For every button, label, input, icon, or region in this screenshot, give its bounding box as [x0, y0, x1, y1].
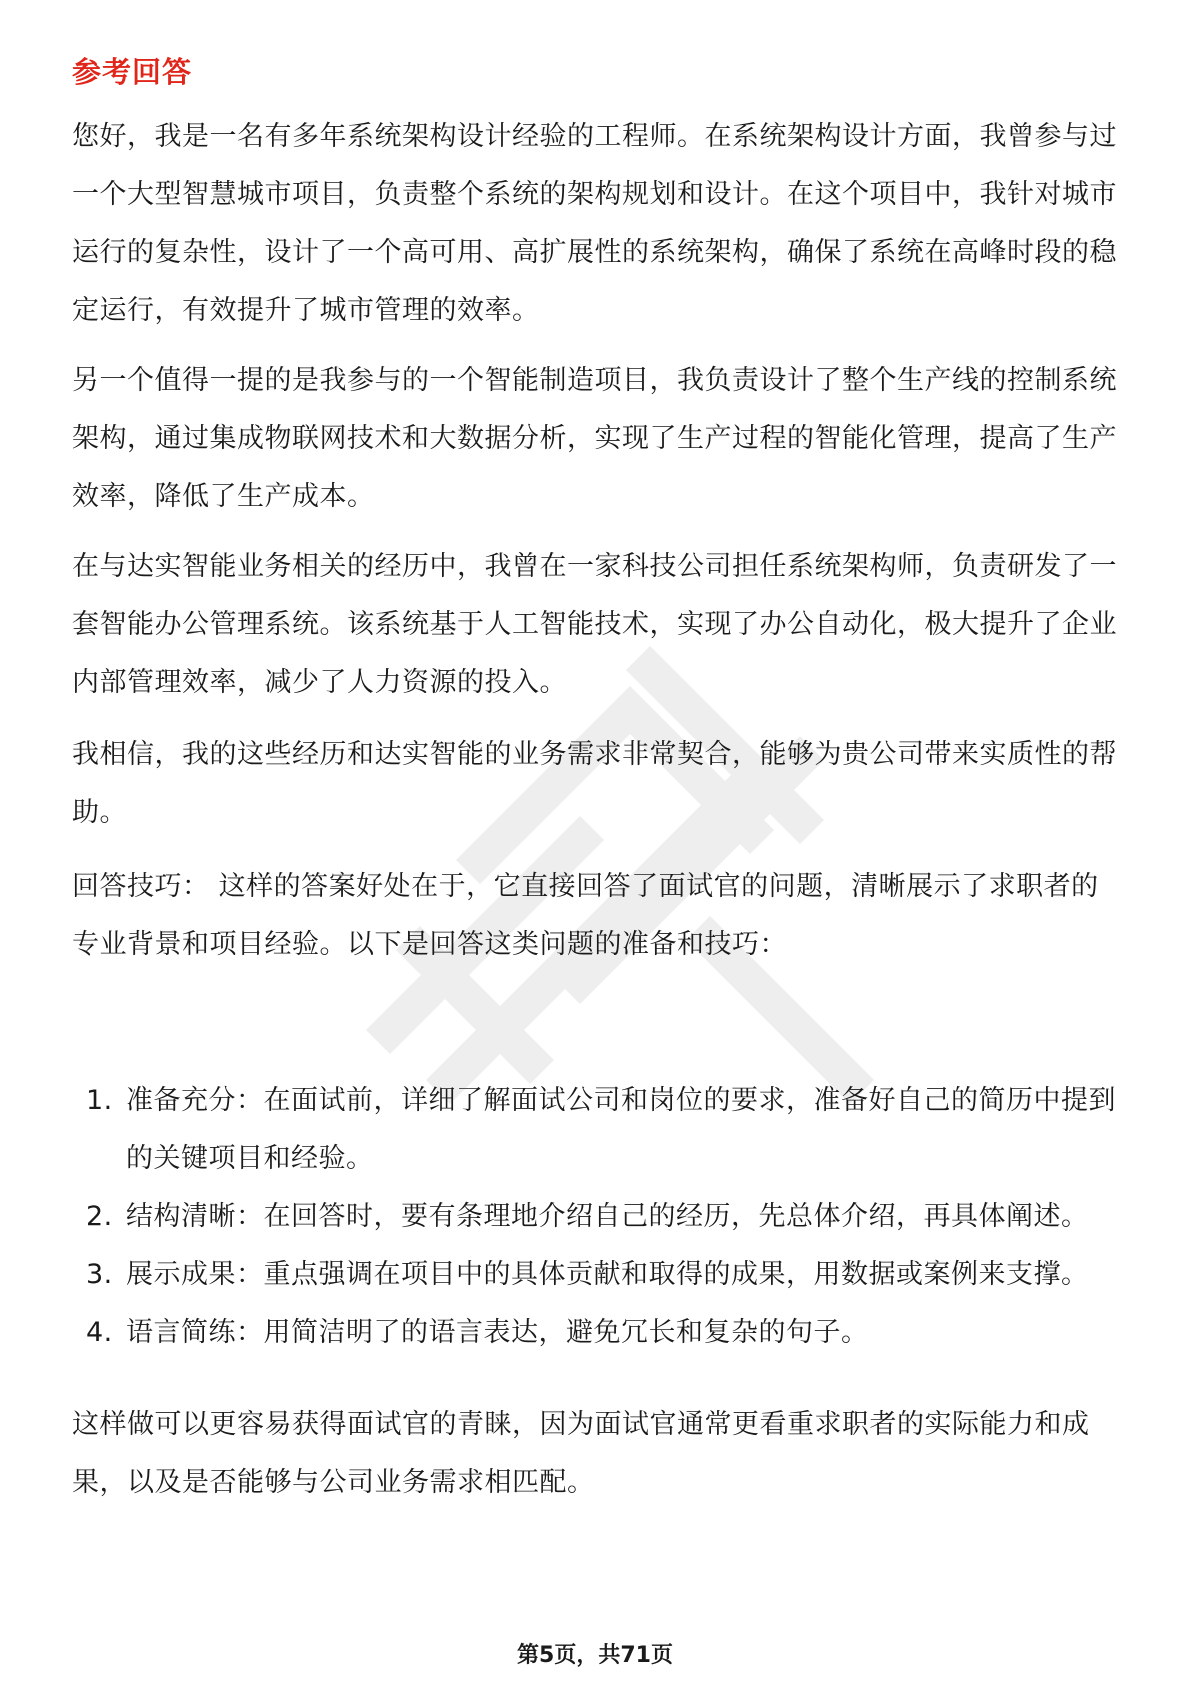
list-item-text: 展示成果：重点强调在项目中的具体贡献和取得的成果，用数据或案例来支撑。: [126, 1259, 1089, 1290]
answer-paragraph-1: 您好，我是一名有多年系统架构设计经验的工程师。在系统架构设计方面，我曾参与过一个大型智慧城市项目，负责整个系统的架构规划和设计。在这个项目中，我针对城市运行的复杂性，设计了一个高可用、高扩展性的系统架构，确保了系统在高峰时段的稳定运行，有效提升了城市管理的效率。: [72, 121, 1117, 326]
answer-paragraph-2: 另一个值得一提的是我参与的一个智能制造项目，我负责设计了整个生产线的控制系统架构，通过集成物联网技术和大数据分析，实现了生产过程的智能化管理，提高了生产效率，降低了生产成本。: [72, 365, 1117, 512]
list-item: [72, 1188, 1122, 1246]
list-item-text: 准备充分：在面试前，详细了解面试公司和岗位的要求，准备好自己的简历中提到的关键项目和经验。: [126, 1085, 1116, 1174]
tips-intro-paragraph: 回答技巧： 这样的答案好处在于，它直接回答了面试官的问题，清晰展示了求职者的专业背景和项目经验。以下是回答这类问题的准备和技巧：: [72, 871, 1099, 960]
list-item-number: 3.: [86, 1259, 113, 1290]
list-item-number: 4.: [86, 1317, 113, 1348]
list-item: [72, 1072, 1122, 1188]
answer-paragraph-4: 我相信，我的这些经历和达实智能的业务需求非常契合，能够为贵公司带来实质性的帮助。: [72, 739, 1117, 828]
list-item-text: 结构清晰：在回答时，要有条理地介绍自己的经历，先总体介绍，再具体阐述。: [126, 1201, 1089, 1232]
list-item-number: 2.: [86, 1201, 113, 1232]
list-item-text: 语言简练：用简洁明了的语言表达，避免冗长和复杂的句子。: [126, 1317, 869, 1348]
list-item: [72, 1246, 1122, 1304]
tips-list: [72, 1072, 1122, 1362]
answer-paragraph-3: 在与达实智能业务相关的经历中，我曾在一家科技公司担任系统架构师，负责研发了一套智能办公管理系统。该系统基于人工智能技术，实现了办公自动化，极大提升了企业内部管理效率，减少了人力资源的投入。: [72, 551, 1117, 698]
list-item-number: 1.: [86, 1085, 113, 1116]
closing-paragraph: 这样做可以更容易获得面试官的青睐，因为面试官通常更看重求职者的实际能力和成果，以及是否能够与公司业务需求相匹配。: [72, 1409, 1090, 1498]
page-number-footer: 第5页，共71页: [517, 1643, 673, 1668]
list-item: [72, 1304, 1122, 1362]
section-heading: 参考回答: [72, 55, 193, 89]
